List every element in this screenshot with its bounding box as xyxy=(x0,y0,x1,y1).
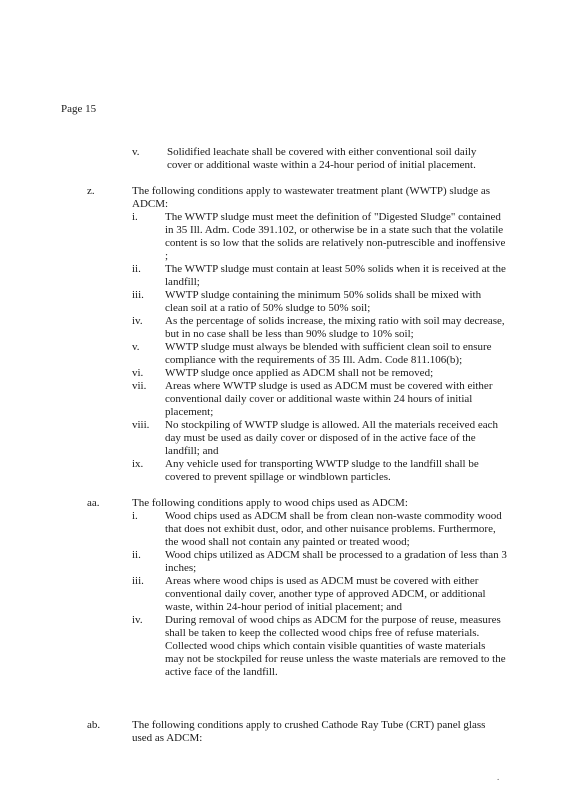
item-marker: vii. xyxy=(132,380,147,392)
item-marker: iv. xyxy=(132,614,143,626)
list-item xyxy=(132,614,507,679)
item-marker: v. xyxy=(132,341,140,353)
list-item xyxy=(132,211,507,263)
item-marker: vi. xyxy=(132,367,144,379)
list-item xyxy=(132,458,507,484)
list-item xyxy=(132,289,507,315)
item-text: Areas where wood chips is used as ADCM must be covered with either conventional daily cover, another type of approved ADCM, or additional waste, within 24-hour period of initial placement; and xyxy=(165,575,486,613)
list-item xyxy=(132,315,507,341)
item-marker: iii. xyxy=(132,575,144,587)
item-marker: i. xyxy=(132,211,138,223)
footer-mark: . xyxy=(497,772,500,782)
item-text: Any vehicle used for transporting WWTP sludge to the landfill shall be covered to prevent spillage or windblown particles. xyxy=(165,458,479,483)
list-item xyxy=(132,263,507,289)
item-marker: ii. xyxy=(132,549,141,561)
item-marker: i. xyxy=(132,510,138,522)
section-label: z. xyxy=(87,185,95,197)
list-item xyxy=(132,419,507,458)
item-text: Wood chips utilized as ADCM shall be processed to a gradation of less than 3 inches; xyxy=(165,549,507,574)
section-label: ab. xyxy=(87,719,101,731)
list-item xyxy=(132,510,507,549)
section-items xyxy=(132,510,507,679)
section-intro: The following conditions apply to crushed Cathode Ray Tube (CRT) panel glass used as ADCM: xyxy=(132,719,486,744)
section-label: aa. xyxy=(87,497,100,509)
item-text: Wood chips used as ADCM shall be from clean non-waste commodity wood that does not exhibit dust, odor, and other nuisance problems. Furthermore, the wood shall not contain any painted or treated wood; xyxy=(165,510,502,548)
item-text: WWTP sludge once applied as ADCM shall not be removed; xyxy=(165,367,434,379)
item-marker: viii. xyxy=(132,419,150,431)
item-text: The WWTP sludge must contain at least 50% solids when it is received at the landfill; xyxy=(165,263,506,288)
list-item xyxy=(132,549,507,575)
list-item xyxy=(132,575,507,614)
item-marker: v. xyxy=(132,146,140,158)
item-marker: ii. xyxy=(132,263,141,275)
item-text: Areas where WWTP sludge is used as ADCM must be covered with either conventional daily cover or additional waste within 24 hours of initial placement; xyxy=(165,380,493,418)
item-marker: iv. xyxy=(132,315,143,327)
section-ab xyxy=(87,719,507,745)
item-text: WWTP sludge containing the minimum 50% solids shall be mixed with clean soil at a ratio of 50% sludge to 50% soil; xyxy=(165,289,482,314)
section-intro: The following conditions apply to wood chips used as ADCM: xyxy=(132,497,408,509)
list-item xyxy=(132,367,507,380)
item-marker: iii. xyxy=(132,289,144,301)
section-z xyxy=(87,185,507,484)
item-marker: ix. xyxy=(132,458,144,470)
list-item xyxy=(132,341,507,367)
section-aa xyxy=(87,497,507,679)
item-text: During removal of wood chips as ADCM for the purpose of reuse, measures shall be taken to keep the collected wood chips free of refuse materials. Collected wood chips which contain visible quantities of waste materials may not be stockpiled for reuse unless the waste materials are removed to the active face of the landfill. xyxy=(165,614,506,678)
item-text: WWTP sludge must always be blended with sufficient clean soil to ensure compliance with the requirements of 35 Ill. Adm. Code 811.106(b); xyxy=(165,341,492,366)
section-intro: The following conditions apply to wastewater treatment plant (WWTP) sludge as ADCM: xyxy=(132,185,491,210)
item-text: Solidified leachate shall be covered with either conventional soil daily cover or additional waste within a 24-hour period of initial placement. xyxy=(167,146,477,171)
page-number: Page 15 xyxy=(61,103,97,115)
section-items xyxy=(132,211,507,484)
list-item xyxy=(132,146,502,172)
item-text: No stockpiling of WWTP sludge is allowed. All the materials received each day must be used as daily cover or disposed of in the active face of the landfill; and xyxy=(165,419,498,457)
item-text: The WWTP sludge must meet the definition of "Digested Sludge" contained in 35 Ill. Adm. Code 391.102, or otherwise be in a state such that the volatile content is so low that the solids are relatively non-putrescible and inoffensive ; xyxy=(165,211,506,262)
list-item xyxy=(132,380,507,419)
item-text: As the percentage of solids increase, the mixing ratio with soil may decrease, but in no case shall be less than 90% sludge to 10% soil; xyxy=(165,315,505,340)
